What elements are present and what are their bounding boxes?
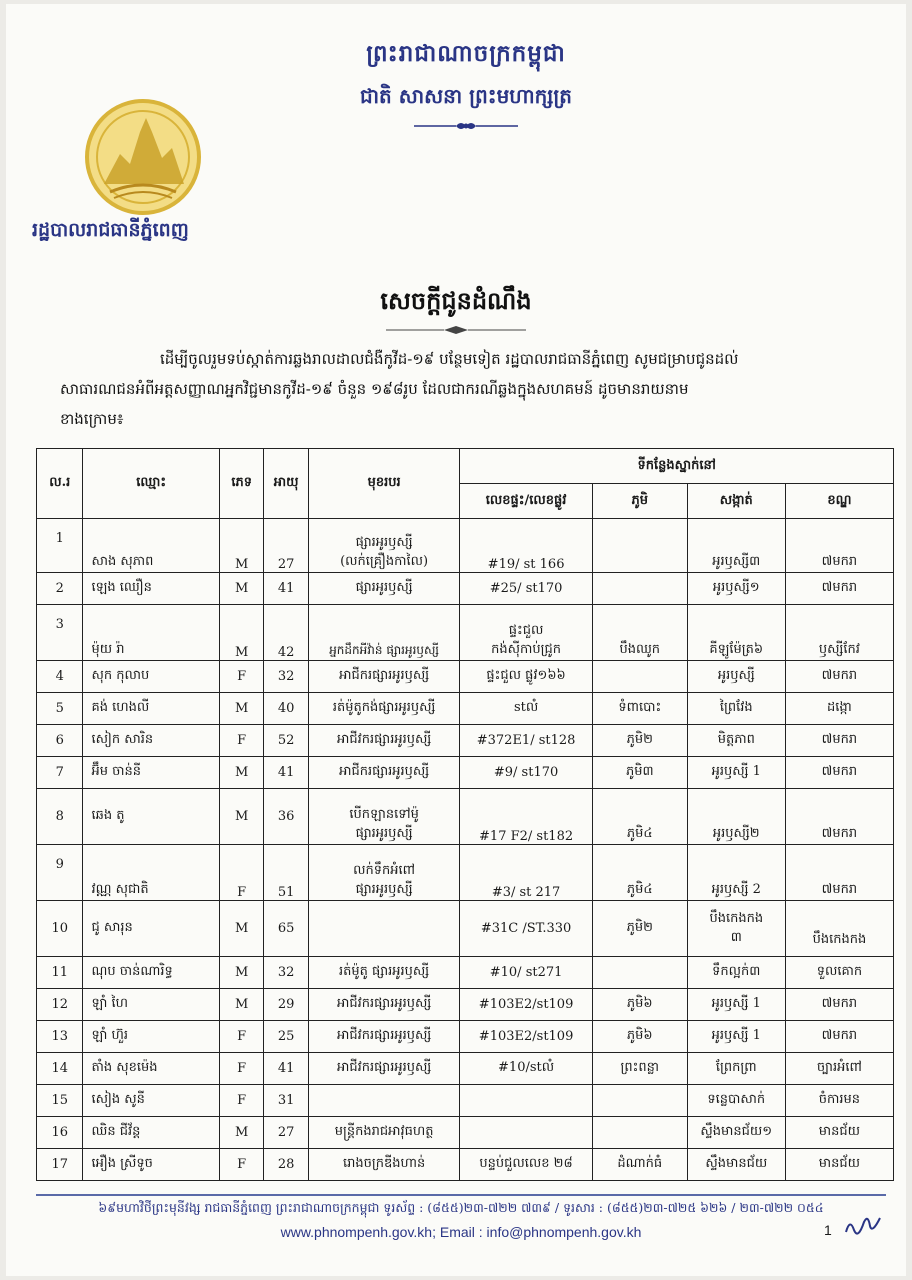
- cell-occupation: អាជីករផ្សារអូរឫស្សី: [308, 661, 460, 693]
- intro-line: ខាងក្រោម៖: [60, 410, 124, 428]
- cell-age: 32: [264, 957, 308, 989]
- table-row: [37, 519, 894, 573]
- cell-village: ទំពាបោះ: [592, 693, 687, 725]
- cell-age: 42: [264, 605, 308, 661]
- document-page: [6, 4, 906, 1276]
- footer-contact: www.phnompenh.gov.kh; Email : info@phnompenh.gov.kh: [280, 1224, 642, 1240]
- cell-occupation: ផ្សារអូរឫស្សី: [308, 573, 460, 605]
- cell-sex: M: [219, 693, 263, 725]
- cell-age: 28: [264, 1149, 308, 1181]
- cell-name: អឿង ស្រីទូច: [83, 1149, 219, 1181]
- cell-name: ម៉ុយ រ៉ា: [83, 605, 219, 661]
- cell-occupation: អាជីករផ្សារអូរឫស្សី: [308, 757, 460, 789]
- cell-age: 51: [264, 845, 308, 901]
- header-occupation: មុខរបរ: [308, 449, 460, 519]
- cell-khan: ៧មករា: [785, 519, 893, 573]
- cell-khan: ៧មករា: [785, 661, 893, 693]
- table-row: [37, 573, 894, 605]
- page-number: 1: [824, 1222, 832, 1238]
- header-name: ឈ្មោះ: [83, 449, 219, 519]
- cell-sex: F: [219, 1021, 263, 1053]
- cell-house: #25/ st170: [460, 573, 592, 605]
- cell-sangkat: [687, 901, 785, 957]
- cell-occupation: រត់ម៉ូតូ ផ្សារអូរឫស្សី: [308, 957, 460, 989]
- cell-sex: M: [219, 519, 263, 573]
- cell-sex: M: [219, 901, 263, 957]
- cell-no: 5: [37, 693, 83, 725]
- cell-village: [592, 1117, 687, 1149]
- cell-khan: ច្បារអំពៅ: [785, 1053, 893, 1085]
- cell-age: 31: [264, 1085, 308, 1117]
- cell-sangkat: អូរឫស្សី 1: [687, 1021, 785, 1053]
- cell-sangkat: អូរឫស្សី 2: [687, 845, 785, 901]
- intro-paragraph: [60, 344, 860, 434]
- cell-house: #103E2/st109: [460, 989, 592, 1021]
- header-house: លេខផ្ទះ/លេខផ្លូវ: [460, 484, 592, 519]
- cell-khan: ដង្កោ: [785, 693, 893, 725]
- sangkat-line: ៣: [730, 929, 742, 945]
- cell-khan: ៧មករា: [785, 789, 893, 845]
- table-row: [37, 1053, 894, 1085]
- cell-sex: F: [219, 725, 263, 757]
- letterhead: [256, 40, 676, 137]
- cell-house: #3/ st 217: [460, 845, 592, 901]
- cell-occupation: [308, 1085, 460, 1117]
- cell-age: 65: [264, 901, 308, 957]
- cell-occupation: អាជីវករផ្សារអូរឫស្សី: [308, 1053, 460, 1085]
- cell-no: 6: [37, 725, 83, 757]
- table-row: [37, 693, 894, 725]
- cell-age: 32: [264, 661, 308, 693]
- cell-name: វណ្ណ សុជាតិ: [83, 845, 219, 901]
- cell-age: 27: [264, 519, 308, 573]
- cell-village: ព្រះពន្លា: [592, 1053, 687, 1085]
- cell-khan: ចំការមន: [785, 1085, 893, 1117]
- cell-village: [592, 957, 687, 989]
- cell-khan: ទួលគោក: [785, 957, 893, 989]
- cell-sangkat: ទន្លេបាសាក់: [687, 1085, 785, 1117]
- occupation-line: ផ្សារអូរឫស្សី: [355, 882, 413, 897]
- cell-house: #31C /ST.330: [460, 901, 592, 957]
- cell-village: ភូមិ២: [592, 725, 687, 757]
- cell-house: #103E2/st109: [460, 1021, 592, 1053]
- cell-no: 11: [37, 957, 83, 989]
- cell-village: បឹងឈូក: [592, 605, 687, 661]
- cell-sex: F: [219, 1053, 263, 1085]
- cell-occupation: មន្ត្រីកងរាជអាវុធហត្ថ: [308, 1117, 460, 1149]
- cell-sangkat: អូរឫស្សី២: [687, 789, 785, 845]
- table-row: [37, 845, 894, 901]
- cell-khan: ៧មករា: [785, 989, 893, 1021]
- cell-name: តាំង សុខម៉េង: [83, 1053, 219, 1085]
- cell-age: 41: [264, 573, 308, 605]
- cell-name: ឡាំ ហ៊ួរ: [83, 1021, 219, 1053]
- cell-sangkat: អូរឫស្សី: [687, 661, 785, 693]
- cell-no: 16: [37, 1117, 83, 1149]
- cell-khan: ៧មករា: [785, 845, 893, 901]
- cell-age: 29: [264, 989, 308, 1021]
- cell-no: 17: [37, 1149, 83, 1181]
- cell-sangkat: ស្ទឹងមានជ័យ១: [687, 1117, 785, 1149]
- cell-no: 2: [37, 573, 83, 605]
- cell-sex: M: [219, 989, 263, 1021]
- cell-name: សៀក សារិន: [83, 725, 219, 757]
- cell-name: ឡេង ឈឿន: [83, 573, 219, 605]
- cell-no: 7: [37, 757, 83, 789]
- table-row: [37, 789, 894, 845]
- cell-sangkat: ទឹកល្អក់៣: [687, 957, 785, 989]
- cell-sex: F: [219, 845, 263, 901]
- table-row: [37, 1021, 894, 1053]
- footer-address: ៦៩មហាវិថីព្រះមុនីវង្ស រាជធានីភ្នំពេញ ព្រះរាជាណាចក្រកម្ពុជា ទូរស័ព្ទ : (៨៥៥)២៣-៧២២ ៧៣៩ / ទូរសារ : (៨៥៥)២៣-៧២៥ ៦២៦ / ២៣-៧២២ ០៥៤: [98, 1200, 824, 1215]
- table-row: [37, 725, 894, 757]
- cell-house: #10/stលំ: [460, 1053, 592, 1085]
- house-line: កង់ស៊ីកាប់ជ្រូក: [491, 642, 562, 657]
- cell-name: ឡាំ ហៃ: [83, 989, 219, 1021]
- cell-khan: មានជ័យ: [785, 1117, 893, 1149]
- cell-village: [592, 661, 687, 693]
- header-khan: ខណ្ឌ: [785, 484, 893, 519]
- cell-village: ភូមិ៤: [592, 789, 687, 845]
- cell-no: 13: [37, 1021, 83, 1053]
- cell-village: ដំណាក់ធំ: [592, 1149, 687, 1181]
- table-row: [37, 757, 894, 789]
- cell-sangkat: អូរឫស្សី៣: [687, 519, 785, 573]
- cell-sex: M: [219, 757, 263, 789]
- cell-house: #19/ st 166: [460, 519, 592, 573]
- table-row: [37, 989, 894, 1021]
- cell-occupation: [308, 789, 460, 845]
- case-roster-table: [36, 448, 894, 1181]
- cell-name: សាង សុភាព: [83, 519, 219, 573]
- table-row: [37, 957, 894, 989]
- cell-age: 40: [264, 693, 308, 725]
- cell-sangkat: អូរឫស្សី១: [687, 573, 785, 605]
- table-row: [37, 1085, 894, 1117]
- cell-village: ភូមិ៦: [592, 1021, 687, 1053]
- cell-age: 52: [264, 725, 308, 757]
- occupation-line: ផ្សារអូរឫស្សី: [355, 535, 413, 550]
- cell-no: 10: [37, 901, 83, 957]
- cell-sex: F: [219, 661, 263, 693]
- table-row: [37, 1117, 894, 1149]
- cell-occupation: [308, 901, 460, 957]
- cell-house: stលំ: [460, 693, 592, 725]
- cell-khan: ឫស្សីកែវ: [785, 605, 893, 661]
- cell-sex: M: [219, 957, 263, 989]
- cell-age: 36: [264, 789, 308, 845]
- cell-name: ណុប ចាន់ណារិទ្ធ: [83, 957, 219, 989]
- cell-village: [592, 519, 687, 573]
- header-village: ភូមិ: [592, 484, 687, 519]
- cell-house: #17 F2/ st182: [460, 789, 592, 845]
- intro-line: សាធារណជនអំពីអត្តសញ្ញាណអ្នកវិជ្ជមានកូវីដ-១៩ ចំនួន ១៩៨រូប ដែលជាករណីឆ្លងក្នុងសហគមន៍ ដូចមានរាយនាម: [60, 380, 689, 398]
- kingdom-title: ព្រះរាជាណាចក្រកម្ពុជា: [366, 40, 566, 67]
- cell-occupation: [308, 519, 460, 573]
- cell-sex: F: [219, 1149, 263, 1181]
- cell-village: ភូមិ៤: [592, 845, 687, 901]
- table-row: [37, 1149, 894, 1181]
- administration-name: រដ្ឋបាលរាជធានីភ្នំពេញ: [32, 219, 189, 241]
- signature-mark-icon: [840, 1212, 884, 1240]
- cell-house: #372E1/ st128: [460, 725, 592, 757]
- header-age: អាយុ: [264, 449, 308, 519]
- cell-village: [592, 1085, 687, 1117]
- cell-house: [460, 1085, 592, 1117]
- cell-name: សៀង សូនី: [83, 1085, 219, 1117]
- cell-age: 27: [264, 1117, 308, 1149]
- cell-no: 14: [37, 1053, 83, 1085]
- cell-no: 4: [37, 661, 83, 693]
- cell-khan: ៧មករា: [785, 757, 893, 789]
- cell-name: សុក កុលាប: [83, 661, 219, 693]
- cell-sangkat: ព្រៃវែង: [687, 693, 785, 725]
- cell-khan: ៧មករា: [785, 1021, 893, 1053]
- cell-sex: M: [219, 789, 263, 845]
- ornament-divider-icon: [406, 119, 526, 133]
- cell-village: ភូមិ៦: [592, 989, 687, 1021]
- cell-name: គង់ ហេងលី: [83, 693, 219, 725]
- phnom-penh-emblem-icon: [84, 98, 202, 216]
- cell-sex: M: [219, 605, 263, 661]
- cell-house: #9/ st170: [460, 757, 592, 789]
- cell-khan: មានជ័យ: [785, 1149, 893, 1181]
- header-residence: ទីកន្លែងស្នាក់នៅ: [460, 449, 894, 484]
- cell-name: ឆេង តូ: [83, 789, 219, 845]
- cell-house: បន្ទប់ជួលលេខ ២៨: [460, 1149, 592, 1181]
- table-row: [37, 901, 894, 957]
- occupation-line: (លក់គ្រឿងកាលៃ): [340, 554, 429, 569]
- cell-village: ភូមិ២: [592, 901, 687, 957]
- cell-khan: ៧មករា: [785, 573, 893, 605]
- cell-no: 8: [37, 789, 83, 845]
- cell-age: 41: [264, 1053, 308, 1085]
- table-row: [37, 661, 894, 693]
- cell-khan: បឹងកេងកង: [785, 901, 893, 957]
- cell-sangkat: ព្រែកព្រា: [687, 1053, 785, 1085]
- cell-house: [460, 605, 592, 661]
- cell-no: 15: [37, 1085, 83, 1117]
- cell-name: អ៊ឹម ចាន់នី: [83, 757, 219, 789]
- cell-khan: ៧មករា: [785, 725, 893, 757]
- cell-no: 3: [37, 605, 83, 661]
- document-title: សេចក្ដីជូនដំណឹង: [380, 286, 532, 315]
- intro-line: ដើម្បីចូលរួមទប់ស្កាត់ការឆ្លងរាលដាលជំងឺកូវីដ-១៩ បន្ថែមទៀត រដ្ឋបាលរាជធានីភ្នំពេញ សូមជម្រាបជូនដល់: [160, 350, 739, 368]
- cell-house: [460, 1117, 592, 1149]
- cell-occupation: អាជីវករផ្សារអូរឫស្សី: [308, 1021, 460, 1053]
- cell-occupation: អាជីវករផ្សារអូរឫស្សី: [308, 989, 460, 1021]
- cell-no: 1: [37, 519, 83, 573]
- sangkat-line: បឹងកេងកង: [709, 910, 764, 926]
- cell-name: ជូ សារុន: [83, 901, 219, 957]
- header-sex: ភេទ: [219, 449, 263, 519]
- cell-occupation: រោងចក្រឌីងហាន់: [308, 1149, 460, 1181]
- table-row: [37, 605, 894, 661]
- house-line: ផ្ទះជួល: [508, 623, 544, 638]
- cell-sangkat: អូរឫស្សី 1: [687, 989, 785, 1021]
- cell-occupation: អ្នកដឹកអីវ៉ាន់ ផ្សារអូរឫស្សី: [308, 605, 460, 661]
- cell-sangkat: អូរឫស្សី 1: [687, 757, 785, 789]
- cell-sex: F: [219, 1085, 263, 1117]
- cell-sex: M: [219, 1117, 263, 1149]
- cell-sex: M: [219, 573, 263, 605]
- cell-house: #10/ st271: [460, 957, 592, 989]
- occupation-line: បើកឡានទៅម៉ូ: [349, 807, 419, 822]
- title-underline-ornament-icon: [386, 326, 526, 334]
- cell-village: [592, 573, 687, 605]
- cell-sangkat: គីឡូម៉ែត្រ៦: [687, 605, 785, 661]
- cell-village: ភូមិ៣: [592, 757, 687, 789]
- cell-sangkat: មិត្តភាព: [687, 725, 785, 757]
- cell-age: 25: [264, 1021, 308, 1053]
- footer-divider: [36, 1194, 886, 1196]
- cell-sangkat: ស្ទឹងមានជ័យ: [687, 1149, 785, 1181]
- occupation-line: ផ្សារអូរឫស្សី: [355, 826, 413, 841]
- cell-no: 12: [37, 989, 83, 1021]
- header-sangkat: សង្កាត់: [687, 484, 785, 519]
- cell-house: ផ្ទះជួល ផ្លូវ១៦៦: [460, 661, 592, 693]
- national-motto: ជាតិ សាសនា ព្រះមហាក្សត្រ: [360, 84, 572, 108]
- cell-name: ឈិន ជីវ័ន្ត: [83, 1117, 219, 1149]
- header-no: ល.រ: [37, 449, 83, 519]
- cell-no: 9: [37, 845, 83, 901]
- cell-occupation: [308, 845, 460, 901]
- cell-occupation: អាជីវករផ្សារអូរឫស្សី: [308, 725, 460, 757]
- occupation-line: លក់ទឹកអំពៅ: [353, 863, 416, 878]
- cell-occupation: រត់ម៉ូតូកង់ផ្សារអូរឫស្សី: [308, 693, 460, 725]
- cell-age: 41: [264, 757, 308, 789]
